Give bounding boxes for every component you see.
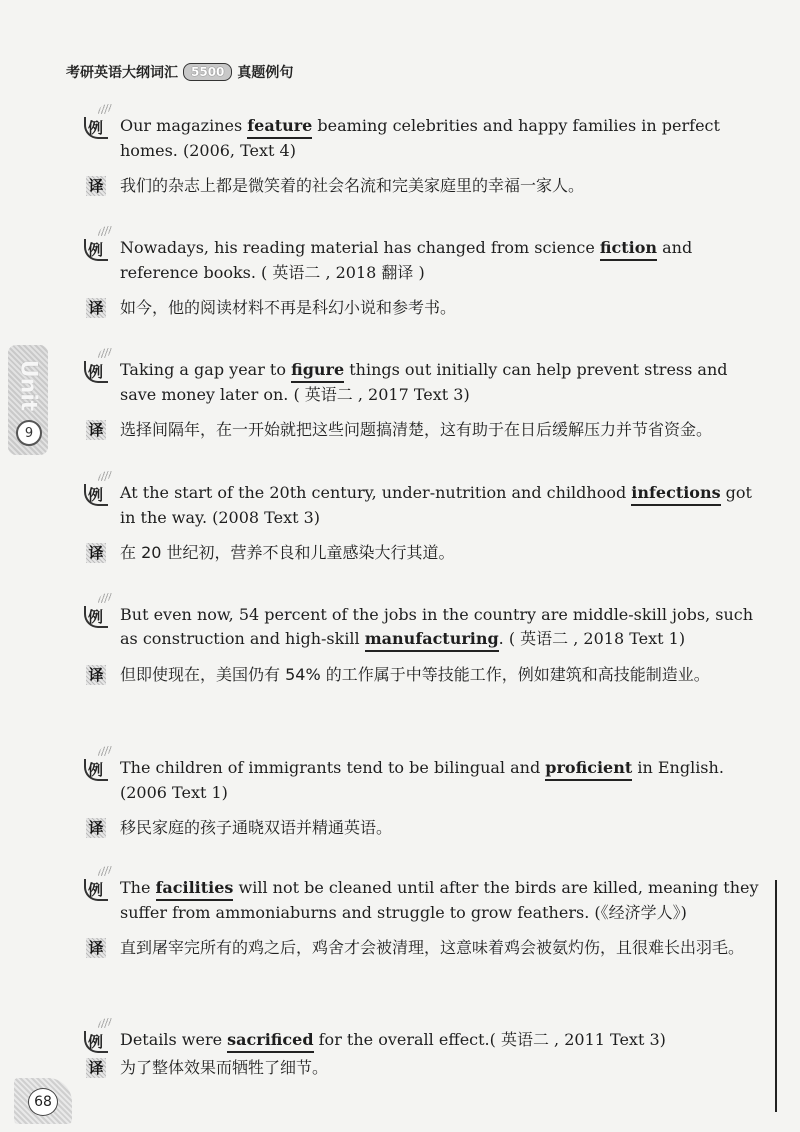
- page-number: 68: [28, 1088, 58, 1116]
- example-sentence: 例 At the start of the 20th century, under-nutrition and childhood infections got in the way. (2008 Text 3): [82, 481, 762, 530]
- header-title: 考研英语大纲词汇: [66, 65, 178, 81]
- example-icon: 例: [84, 603, 114, 627]
- example-sentence: 例 The children of immigrants tend to be bilingual and proficient in English. (2006 Text 1): [82, 756, 762, 805]
- translation: 译 我们的杂志上都是微笑着的社会名流和完美家庭里的幸福一家人。: [82, 171, 762, 201]
- example-entry: [82, 756, 762, 843]
- example-icon: 例: [84, 236, 114, 260]
- translation-icon: 译: [86, 938, 106, 958]
- keyword: infections: [631, 482, 720, 506]
- translation: 译 在 20 世纪初，营养不良和儿童感染大行其道。: [82, 538, 762, 568]
- keyword: feature: [247, 115, 312, 139]
- example-entry: [82, 236, 762, 323]
- keyword: manufacturing: [365, 628, 499, 652]
- running-header: [66, 62, 293, 82]
- translation-icon: 译: [86, 298, 106, 318]
- header-subtitle: 真题例句: [237, 65, 294, 81]
- example-icon: 例: [84, 114, 114, 138]
- example-icon: 例: [84, 1028, 114, 1052]
- example-icon: 例: [84, 756, 114, 780]
- example-entry: [82, 1028, 762, 1083]
- translation: 译 直到屠宰完所有的鸡之后，鸡舍才会被清理，这意味着鸡会被氨灼伤，且很难长出羽毛。: [82, 933, 762, 963]
- example-entry: [82, 114, 762, 201]
- translation-icon: 译: [86, 665, 106, 685]
- translation: 译 为了整体效果而牺牲了细节。: [82, 1053, 762, 1083]
- example-icon: 例: [84, 876, 114, 900]
- translation: 译 如今，他的阅读材料不再是科幻小说和参考书。: [82, 293, 762, 323]
- translation: 译 但即使现在，美国仍有 54% 的工作属于中等技能工作，例如建筑和高技能制造业。: [82, 660, 762, 690]
- unit-side-tab: [8, 345, 48, 455]
- keyword: facilities: [156, 877, 234, 901]
- translation-icon: 译: [86, 420, 106, 440]
- keyword: sacrificed: [227, 1029, 313, 1053]
- margin-rule: [775, 880, 777, 1112]
- example-sentence: 例 Taking a gap year to figure things out initially can help prevent stress and save money later on. ( 英语二 , 2017 Text 3): [82, 358, 762, 407]
- translation-icon: 译: [86, 176, 106, 196]
- example-sentence: 例 But even now, 54 percent of the jobs in the country are middle-skill jobs, such as construction and high-skill manufacturing. ( 英语二 , 2018 Text 1): [82, 603, 762, 652]
- example-sentence: 例 Our magazines feature beaming celebrities and happy families in perfect homes. (2006, Text 4): [82, 114, 762, 163]
- example-sentence: 例 The facilities will not be cleaned until after the birds are killed, meaning they suffer from ammoniaburns and struggle to grow feathers. (《经济学人》): [82, 876, 762, 925]
- translation-icon: 译: [86, 543, 106, 563]
- keyword: figure: [291, 359, 344, 383]
- example-entry: [82, 876, 762, 963]
- example-icon: 例: [84, 481, 114, 505]
- example-sentence: 例 Nowadays, his reading material has changed from science fiction and reference books. ( 英语二 , 2018 翻译 ): [82, 236, 762, 285]
- translation: 译 移民家庭的孩子通晓双语并精通英语。: [82, 813, 762, 843]
- keyword: proficient: [545, 757, 632, 781]
- example-icon: 例: [84, 358, 114, 382]
- page-number-badge: [14, 1078, 72, 1124]
- translation-icon: 译: [86, 818, 106, 838]
- keyword: fiction: [600, 237, 657, 261]
- example-entry: [82, 603, 762, 690]
- unit-label: Unit: [15, 359, 41, 411]
- example-entry: [82, 358, 762, 445]
- header-badge: 5500: [183, 63, 232, 81]
- example-sentence: 例 Details were sacrificed for the overall effect.( 英语二 , 2011 Text 3): [82, 1028, 762, 1053]
- example-entry: [82, 481, 762, 568]
- unit-number: 9: [16, 420, 42, 446]
- translation-icon: 译: [86, 1058, 106, 1078]
- translation: 译 选择间隔年，在一开始就把这些问题搞清楚，这有助于在日后缓解压力并节省资金。: [82, 415, 762, 445]
